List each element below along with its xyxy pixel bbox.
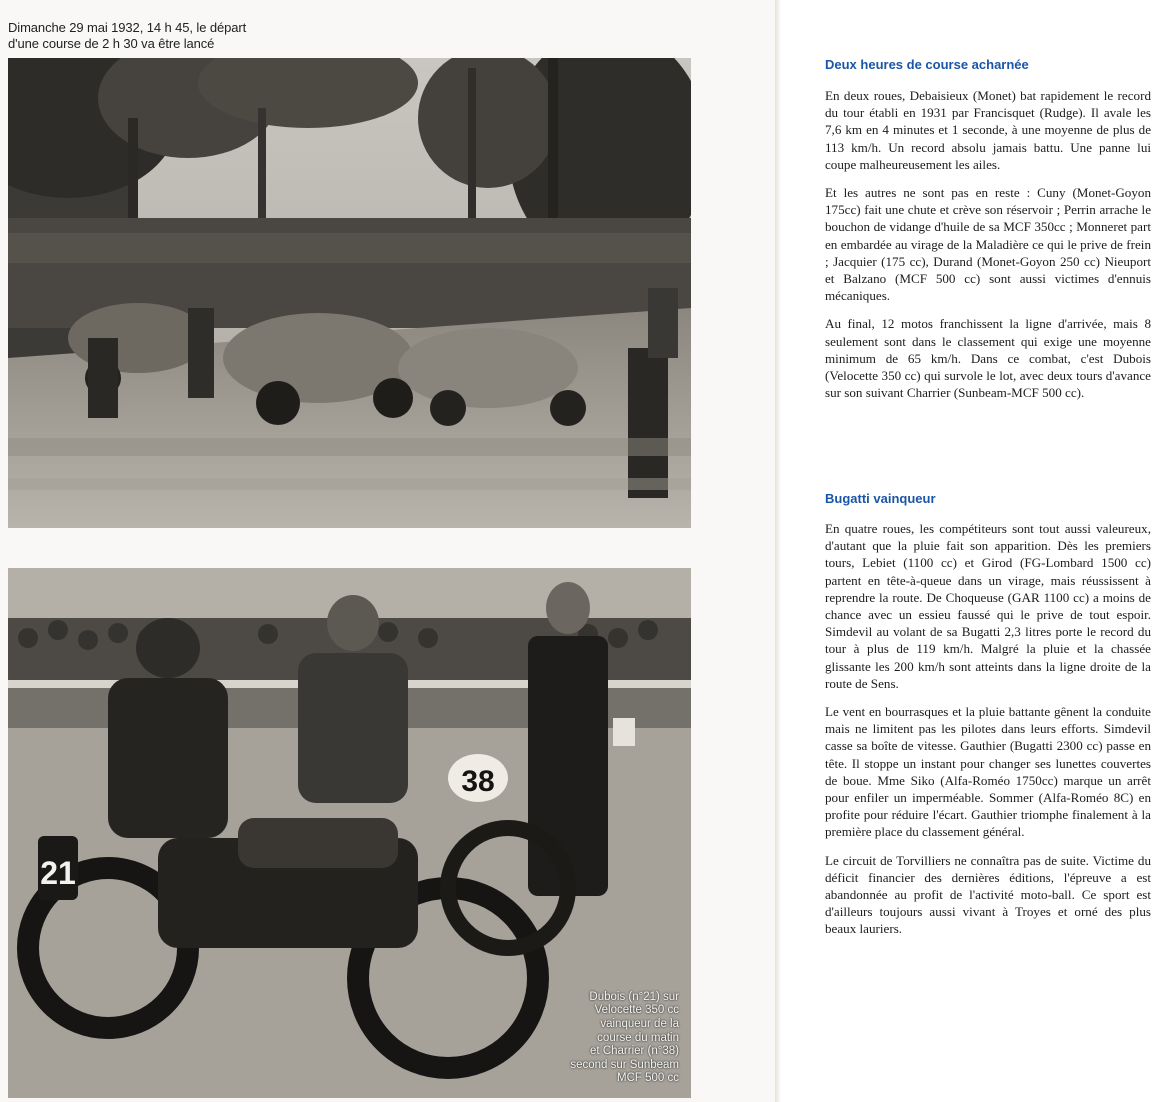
article-paragraph: En deux roues, Debaisieux (Monet) bat rapidement le record du tour établi en 1931 par Francisquet (Rudge). Il avale les 7,6 km en 4 minutes et 1 seconde, à une moyenne de plus de 113 km/h. Un record absolu jamais battu. Une panne lui coupe malheureusement les ailes. xyxy=(825,88,1151,172)
bike-number-38: 38 xyxy=(461,765,495,798)
bike-number-21: 21 xyxy=(40,855,76,891)
photo-caption-line: second sur Sunbeam xyxy=(570,1058,679,1071)
photo-caption-line: Dubois (n°21) sur xyxy=(589,990,679,1003)
motorcycles-photo-caption xyxy=(569,991,679,1086)
article-paragraph: Le vent en bourrasques et la pluie battante gênent la conduite mais ne limitent pas les pilotes dans leurs efforts. Simdevil casse sa boîte de vitesse. Gauthier (Bugatti 2300 cc) passe en tête. Il stoppe un instant pour changer ses lunettes couvertes de boue. Mme Siko (Alfa-Roméo 1750cc) marque un arrêt pour enfiler un imperméable. Sommer (Alfa-Roméo 8C) en profite pour réduire l'écart. Gauthier triomphe finalement à la première place du classement général. xyxy=(825,704,1151,840)
article-paragraph: Le circuit de Torvilliers ne connaîtra pas de suite. Victime du déficit financier des dernières éditions, l'épreuve a est abandonnée au profit de l'activité moto-ball. Ce sport est d'ailleurs toujours aussi vivant à Troyes et orné des plus beaux lauriers. xyxy=(825,852,1151,937)
top-caption-line: Dimanche 29 mai 1932, 14 h 45, le départ xyxy=(8,20,247,35)
race-start-image xyxy=(8,58,691,528)
top-caption-line: d'une course de 2 h 30 va être lancé xyxy=(8,36,215,51)
section-race-two-wheels xyxy=(825,57,1151,412)
photo-caption-line: course du matin xyxy=(597,1031,679,1044)
article-paragraph: En quatre roues, les compétiteurs sont tout aussi valeureux, d'autant que la pluie fait son apparition. Dès les premiers tours, Lebiet (1100 cc) et Girod (FG-Lombard 1500 cc) partent en tête-à-queue dans un virage, mais réussissent à reprendre la route. De Choqueuse (GAR 1100 cc) a moins de chance avec un essieu faussé qui le prive de tout espoir. Simdevil au volant de sa Bugatti 2,3 litres porte le record du tour à plus de 119 km/h. Malgré la pluie et la chassée glissante les 200 km/h sont atteints dans la ligne droite de la route de Sens. xyxy=(825,521,1151,691)
article-paragraph: Au final, 12 motos franchissent la ligne d'arrivée, mais 8 seulement sont dans le classement qui exige une moyenne minimum de 65 km/h. Dans ce combat, c'est Dubois (Velocette 350 cc) qui survole le lot, avec deux tours d'avance sur son suivant Charrier (Sunbeam-MCF 500 cc). xyxy=(825,316,1151,401)
section-bugatti-winner xyxy=(825,491,1151,949)
top-photo-caption xyxy=(8,20,308,52)
photo-caption-line: MCF 500 cc xyxy=(617,1072,679,1085)
photo-caption-line: et Charrier (n°38) xyxy=(590,1045,679,1058)
photo-caption-line: vainqueur de la xyxy=(600,1018,679,1031)
race-start-photo xyxy=(8,58,691,528)
section-heading: Bugatti vainqueur xyxy=(825,491,936,506)
article-paragraph: Et les autres ne sont pas en reste : Cuny (Monet-Goyon 175cc) fait une chute et crève son réservoir ; Perrin arrache le bouchon de vidange d'huile de sa MCF 350cc ; Monneret part en embardée au virage de la Maladière ce qui le prive de frein ; Jacquier (175 cc), Durand (Monet-Goyon 250 cc) Nieuport et Balzano (MCF 500 cc) sont aussi victimes d'ennuis mécaniques. xyxy=(825,185,1151,304)
section-heading: Deux heures de course acharnée xyxy=(825,57,1029,72)
photo-caption-line: Velocette 350 cc xyxy=(594,1004,679,1017)
motorcycles-photo xyxy=(8,568,691,1098)
